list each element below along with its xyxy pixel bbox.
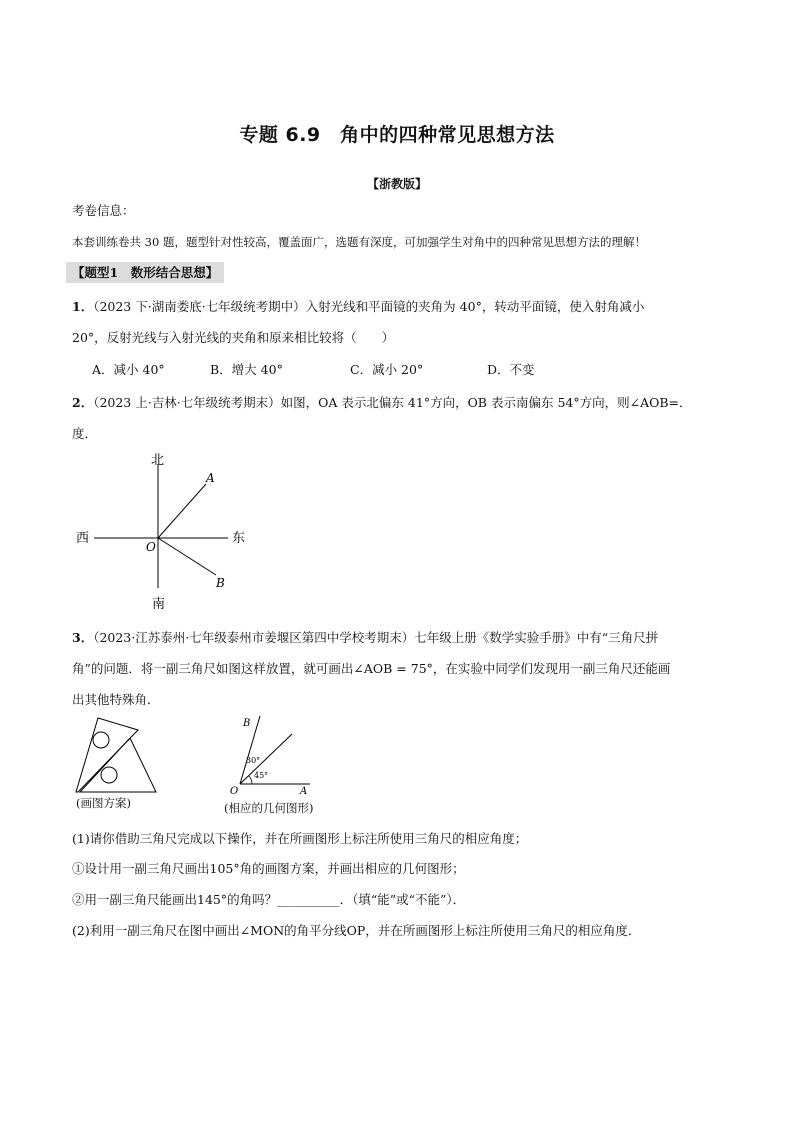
question-3-line2: 角”的问题．将一副三角尺如图这样放置，就可画出∠AOB = 75°，在实验中同学们发现用一副三角尺还能画 xyxy=(72,661,671,676)
ray-oa xyxy=(158,484,206,538)
question-3-line3: 出其他特殊角． xyxy=(72,692,160,707)
label-north: 北 xyxy=(151,453,165,468)
set-square-45 xyxy=(80,738,156,792)
exam-info-label: 考卷信息： xyxy=(72,203,135,218)
question-2-line2: 度． xyxy=(72,426,98,441)
question-3-sub2: ②用一副三角尺能画出145°的角吗？__________．（填“能”或“不能”）． xyxy=(72,892,466,907)
question-2-text: （2023 上·吉林·七年级统考期末）如图，OA 表示北偏东 41°方向，OB 表示南偏东 54°方向，则∠AOB=． xyxy=(93,395,692,410)
label-b-fig2: B xyxy=(243,718,251,729)
question-1-option-b: B．增大 40° xyxy=(210,362,283,377)
question-1-line1 xyxy=(72,297,644,315)
label-o: O xyxy=(146,540,156,554)
angle-arc-45 xyxy=(249,776,252,785)
fig2-caption: (相应的几何图形) xyxy=(224,801,314,815)
label-west: 西 xyxy=(76,531,90,546)
question-1-option-a: A．减小 40° xyxy=(92,362,165,377)
set-square-hole-2 xyxy=(101,767,117,783)
question-1-number: 1． xyxy=(72,299,94,314)
set-square-30-60 xyxy=(76,718,138,792)
question-3-text: （2023·江苏泰州·七年级泰州市姜堰区第四中学校考期末）七年级上册《数学实验手册》中有“三角尺拼 xyxy=(93,630,659,645)
question-1-text: （2023 下·湖南娄底·七年级统考期中）入射光线和平面镜的夹角为 40°，转动平面镜，使入射角减小 xyxy=(93,299,645,314)
ray-ob xyxy=(158,538,216,575)
question-3-part1: (1)请你借助三角尺完成以下操作，并在所画图形上标注所使用三角尺的相应角度； xyxy=(72,831,528,846)
label-o-fig2: O xyxy=(230,786,239,797)
question-3-number: 3． xyxy=(72,630,94,645)
compass-figure xyxy=(70,450,260,616)
angle-label-45: 45° xyxy=(254,771,269,780)
label-a-fig2: A xyxy=(300,786,308,797)
label-a: A xyxy=(206,471,215,485)
fig1-caption: (画图方案) xyxy=(76,796,131,810)
question-2-number: 2． xyxy=(72,395,94,410)
set-square-hole-1 xyxy=(93,732,109,748)
label-south: 南 xyxy=(152,597,166,612)
exam-info-text: 本套训练卷共 30 题，题型针对性较高，覆盖面广，选题有深度，可加强学生对角中的四种常见思想方法的理解！ xyxy=(72,235,646,249)
question-1-line2: 20°，反射光线与入射光线的夹角和原来相比较将（ ） xyxy=(72,330,395,345)
question-1-option-d: D．不变 xyxy=(487,362,535,377)
question-1-option-c: C．减小 20° xyxy=(350,362,424,377)
question-3-part2: (2)利用一副三角尺在图中画出∠MON的角平分线OP，并在所画图形上标注所使用三角尺的相应角度． xyxy=(72,923,641,938)
angle-geometry-figure xyxy=(222,710,332,798)
angle-label-30: 30° xyxy=(246,756,261,765)
label-east: 东 xyxy=(232,531,246,546)
set-square-plan-figure xyxy=(68,716,168,796)
page-title: 专题 6.9 角中的四种常见思想方法 xyxy=(239,124,555,146)
question-3-sub1: ①设计用一副三角尺画出105°角的画图方案，并画出相应的几何图形； xyxy=(72,861,465,876)
question-3-line1 xyxy=(72,628,658,646)
question-2-line1 xyxy=(72,393,692,411)
edition-label: 【浙教版】 xyxy=(366,177,427,191)
label-b: B xyxy=(216,576,225,590)
section-header-type1: 【题型1 数形结合思想】 xyxy=(66,262,224,283)
